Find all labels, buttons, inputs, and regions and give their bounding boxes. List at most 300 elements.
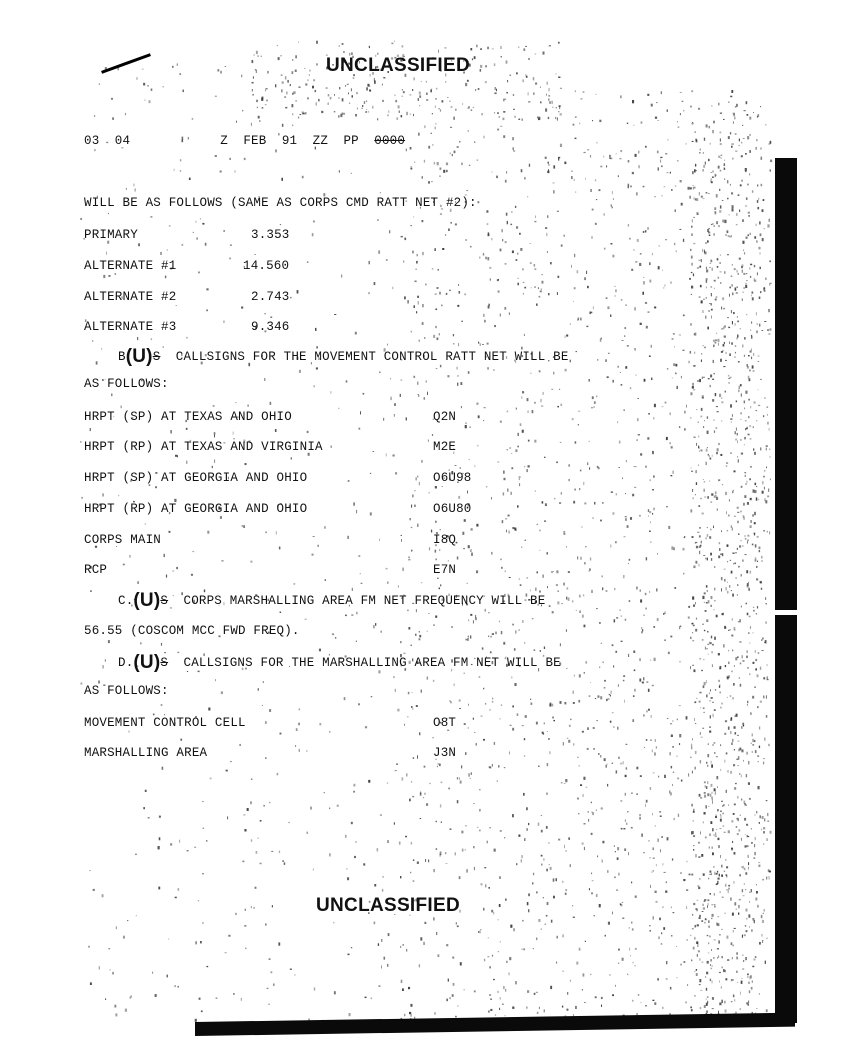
- scan-speck: [704, 812, 706, 814]
- scan-speck: [413, 859, 414, 861]
- scan-speck: [468, 636, 469, 638]
- scan-speck: [741, 838, 742, 841]
- scan-speck: [557, 406, 559, 408]
- scan-speck: [467, 80, 469, 82]
- scan-speck: [93, 889, 95, 891]
- scan-speck: [459, 708, 461, 709]
- scan-speck: [664, 186, 666, 187]
- scan-speck: [745, 834, 746, 835]
- scan-speck: [747, 613, 749, 616]
- scan-speck: [522, 725, 524, 726]
- scan-speck: [710, 893, 712, 895]
- scan-speck: [161, 643, 162, 646]
- scan-speck: [506, 60, 508, 63]
- scan-speck: [602, 860, 603, 863]
- scan-speck: [465, 425, 467, 428]
- scan-speck: [459, 141, 460, 143]
- scan-speck: [158, 887, 160, 890]
- scan-speck: [602, 502, 603, 504]
- scan-speck: [615, 541, 617, 543]
- scan-speck: [649, 262, 650, 265]
- scan-speck: [565, 336, 566, 339]
- scan-speck: [424, 337, 425, 339]
- scan-speck: [702, 639, 704, 640]
- scan-speck: [652, 253, 653, 255]
- scan-speck: [638, 434, 640, 436]
- scan-speck: [186, 428, 188, 430]
- scan-speck: [663, 863, 664, 865]
- scan-speck: [589, 888, 590, 890]
- scan-speck: [652, 489, 654, 490]
- scan-speck: [629, 238, 631, 240]
- scan-speck: [629, 928, 630, 929]
- scan-speck: [369, 261, 370, 264]
- scan-speck: [728, 885, 730, 887]
- scan-speck: [406, 773, 407, 776]
- scan-speck: [309, 74, 310, 75]
- para-b-struck: S: [152, 350, 161, 364]
- scan-speck: [390, 378, 391, 379]
- scan-speck: [534, 440, 536, 443]
- scan-speck: [412, 89, 413, 91]
- scan-speck: [416, 705, 418, 707]
- scan-speck: [552, 704, 553, 707]
- scan-speck: [600, 166, 602, 168]
- scan-speck: [710, 375, 712, 378]
- scan-speck: [623, 675, 625, 676]
- scan-speck: [722, 297, 724, 300]
- scan-speck: [195, 221, 196, 223]
- scan-speck: [732, 594, 734, 597]
- scan-speck: [489, 766, 491, 768]
- scan-speck: [654, 307, 656, 309]
- scan-speck: [656, 588, 657, 591]
- scan-speck: [744, 517, 745, 520]
- scan-speck: [744, 437, 746, 440]
- scan-speck: [692, 738, 693, 740]
- scan-speck: [749, 134, 750, 136]
- scan-speck: [499, 621, 500, 623]
- scan-speck: [731, 342, 733, 345]
- scan-speck: [547, 251, 548, 253]
- scan-speck: [764, 738, 765, 741]
- scan-speck: [733, 122, 734, 124]
- scan-speck: [649, 840, 650, 841]
- scan-speck: [580, 318, 582, 321]
- scan-speck: [737, 796, 738, 799]
- scan-speck: [559, 106, 560, 109]
- scan-speck: [708, 743, 709, 744]
- scan-speck: [158, 846, 160, 849]
- scan-speck: [721, 398, 722, 399]
- scan-speck: [112, 972, 113, 975]
- scan-speck: [600, 755, 601, 758]
- scan-speck: [525, 46, 527, 47]
- scan-speck: [365, 111, 367, 113]
- scan-speck: [712, 847, 713, 849]
- scan-speck: [528, 823, 529, 825]
- scan-speck: [549, 101, 550, 104]
- scan-speck: [696, 698, 697, 699]
- scan-speck: [746, 273, 747, 274]
- scan-speck: [604, 213, 605, 215]
- scan-speck: [508, 515, 510, 517]
- scan-speck: [724, 178, 725, 180]
- scan-speck: [743, 138, 745, 139]
- scan-speck: [577, 270, 579, 273]
- scan-speck: [435, 309, 437, 311]
- scan-speck: [612, 994, 614, 996]
- scan-speck: [639, 814, 640, 816]
- scan-speck: [667, 718, 669, 719]
- scan-speck: [580, 784, 582, 786]
- scan-speck: [695, 543, 696, 544]
- scan-speck: [513, 928, 515, 931]
- scan-speck: [440, 168, 442, 170]
- scan-speck: [179, 73, 181, 75]
- scan-speck: [706, 602, 708, 603]
- scan-speck: [718, 838, 720, 840]
- scan-speck: [716, 194, 718, 197]
- scan-speck: [553, 571, 554, 572]
- scan-speck: [748, 434, 750, 436]
- scan-speck: [439, 764, 441, 767]
- scan-speck: [420, 937, 422, 940]
- scan-speck: [744, 401, 746, 404]
- scan-speck: [674, 346, 675, 347]
- scan-speck: [544, 723, 545, 725]
- scan-speck: [99, 84, 100, 85]
- scan-speck: [708, 644, 709, 645]
- scan-speck: [731, 276, 733, 277]
- scan-speck: [729, 341, 730, 344]
- scan-speck: [334, 991, 336, 994]
- scan-speck: [180, 159, 181, 161]
- scan-speck: [481, 883, 483, 885]
- scan-speck: [636, 767, 638, 770]
- scan-speck: [738, 361, 740, 363]
- scan-speck: [318, 545, 319, 547]
- scan-speck: [738, 566, 739, 568]
- scan-speck: [724, 1001, 725, 1004]
- scan-speck: [756, 1008, 757, 1009]
- scan-speck: [623, 680, 625, 682]
- scan-speck: [766, 448, 767, 451]
- scan-speck: [549, 751, 550, 754]
- freq-label: ALTERNATE #3: [84, 320, 177, 334]
- scan-speck: [731, 146, 733, 148]
- scan-speck: [707, 496, 708, 499]
- scan-speck: [682, 101, 684, 102]
- scan-speck: [366, 87, 368, 90]
- scan-speck: [499, 1008, 500, 1010]
- scan-speck: [506, 171, 507, 174]
- scan-speck: [95, 149, 96, 151]
- scan-speck: [573, 301, 574, 302]
- scan-speck: [725, 1009, 727, 1012]
- scan-speck: [550, 867, 552, 870]
- scan-speck: [605, 359, 607, 362]
- scan-speck: [733, 312, 735, 314]
- scan-speck: [661, 166, 663, 168]
- scan-speck: [532, 410, 534, 413]
- scan-speck: [691, 263, 693, 266]
- scan-speck: [425, 859, 426, 862]
- scan-speck: [579, 488, 580, 490]
- scan-speck: [314, 385, 315, 387]
- scan-speck: [525, 540, 526, 541]
- scan-speck: [402, 988, 404, 991]
- scan-speck: [530, 699, 531, 700]
- scan-speck: [747, 585, 749, 587]
- scan-speck: [578, 424, 579, 425]
- scan-speck: [707, 447, 708, 448]
- scan-speck: [92, 340, 93, 342]
- scan-speck: [693, 903, 695, 905]
- scan-speck: [636, 192, 637, 195]
- scan-speck: [573, 702, 575, 704]
- scan-speck: [761, 915, 763, 918]
- scan-speck: [453, 983, 455, 986]
- scan-speck: [418, 394, 419, 395]
- scan-speck: [284, 862, 286, 865]
- scan-speck: [503, 118, 505, 121]
- scan-speck: [745, 872, 747, 875]
- scan-speck: [614, 877, 615, 879]
- scan-speck: [256, 51, 258, 54]
- scan-speck: [733, 563, 734, 564]
- scan-speck: [720, 143, 722, 145]
- scan-speck: [706, 695, 708, 698]
- scan-speck: [735, 578, 737, 579]
- scan-speck: [450, 127, 452, 128]
- scan-speck: [206, 310, 207, 312]
- scan-speck: [693, 217, 695, 218]
- scan-speck: [711, 178, 712, 180]
- scan-speck: [756, 486, 757, 487]
- scan-speck: [567, 738, 569, 739]
- scan-speck: [465, 422, 467, 424]
- scan-speck: [747, 650, 748, 653]
- scan-speck: [569, 725, 571, 727]
- scan-speck: [754, 490, 756, 493]
- scan-speck: [496, 176, 498, 179]
- scan-speck: [650, 522, 651, 523]
- scan-speck: [534, 402, 536, 404]
- scan-speck: [707, 935, 709, 936]
- scan-speck: [111, 98, 113, 100]
- scan-speck: [718, 343, 719, 346]
- scan-speck: [486, 210, 488, 212]
- scan-speck: [440, 804, 441, 807]
- scan-speck: [534, 221, 536, 222]
- scan-speck: [419, 638, 421, 640]
- scan-speck: [692, 632, 693, 633]
- scan-speck: [527, 902, 529, 905]
- scan-speck: [368, 111, 369, 112]
- scan-speck: [752, 696, 754, 699]
- scan-speck: [709, 455, 710, 456]
- scan-speck: [695, 131, 696, 133]
- scan-speck: [732, 321, 733, 324]
- scan-speck: [423, 797, 424, 798]
- dtg-line: [84, 134, 405, 148]
- scan-speck: [199, 998, 201, 1000]
- scan-speck: [497, 781, 498, 782]
- scan-speck: [518, 47, 519, 49]
- scan-speck: [718, 103, 719, 106]
- scan-speck: [752, 980, 753, 983]
- scan-speck: [736, 971, 737, 973]
- scan-speck: [418, 301, 419, 304]
- scan-speck: [658, 167, 659, 170]
- scan-speck: [748, 416, 750, 418]
- scan-speck: [721, 155, 723, 156]
- scan-speck: [666, 437, 668, 440]
- scan-speck: [220, 171, 222, 173]
- scan-speck: [728, 102, 730, 103]
- scan-speck: [621, 384, 623, 386]
- scan-speck: [367, 84, 369, 87]
- scan-speck: [660, 157, 662, 158]
- scan-speck: [730, 695, 732, 697]
- scan-speck: [665, 239, 667, 240]
- scan-speck: [501, 56, 502, 57]
- scan-speck: [503, 99, 505, 102]
- scan-speck: [148, 817, 150, 818]
- scan-speck: [730, 453, 731, 454]
- scan-speck: [192, 118, 194, 120]
- scan-speck: [527, 398, 529, 401]
- scan-speck: [258, 688, 259, 691]
- scan-speck: [625, 518, 627, 521]
- scan-speck: [461, 406, 462, 408]
- scan-speck: [599, 666, 600, 668]
- scan-speck: [80, 218, 82, 220]
- scan-speck: [507, 449, 509, 450]
- scan-speck: [689, 874, 691, 876]
- scan-speck: [740, 663, 741, 665]
- scan-speck: [695, 909, 697, 910]
- scan-speck: [709, 936, 710, 938]
- scan-speck: [379, 985, 381, 986]
- scan-speck: [697, 532, 699, 533]
- scan-speck: [528, 465, 530, 467]
- scan-speck: [382, 84, 383, 86]
- scan-speck: [485, 65, 486, 67]
- scan-speck: [502, 520, 504, 523]
- scan-speck: [732, 205, 734, 208]
- scan-speck: [262, 705, 263, 706]
- scan-speck: [253, 76, 254, 78]
- scan-speck: [282, 860, 284, 862]
- scan-speck: [704, 592, 706, 594]
- scan-speck: [693, 625, 695, 627]
- scan-speck: [608, 353, 610, 354]
- scan-speck: [330, 391, 331, 394]
- scan-speck: [758, 356, 760, 357]
- scan-speck: [742, 978, 743, 979]
- scan-speck: [566, 335, 568, 337]
- scan-speck: [751, 295, 752, 297]
- scan-speck: [639, 263, 641, 266]
- scan-speck: [745, 168, 747, 171]
- scan-speck: [522, 79, 524, 82]
- scan-speck: [720, 170, 722, 172]
- scan-speck: [421, 582, 423, 583]
- scan-speck: [595, 179, 596, 181]
- scan-speck: [217, 69, 219, 71]
- scan-speck: [695, 561, 697, 564]
- scan-speck: [732, 618, 733, 620]
- scan-speck: [293, 91, 295, 94]
- scan-speck: [560, 643, 561, 646]
- scan-speck: [665, 153, 667, 154]
- scan-speck: [755, 483, 757, 486]
- scan-speck: [688, 361, 690, 364]
- scan-speck: [560, 442, 562, 443]
- scan-speck: [123, 936, 125, 939]
- scan-speck: [549, 864, 550, 865]
- scan-speck: [736, 958, 738, 959]
- scan-speck: [715, 491, 717, 494]
- scan-speck: [680, 873, 682, 874]
- scan-speck: [512, 814, 514, 817]
- scan-speck: [313, 79, 315, 81]
- scan-speck: [298, 723, 300, 726]
- scan-speck: [691, 256, 693, 259]
- scan-speck: [294, 974, 295, 975]
- scan-speck: [747, 541, 748, 544]
- scan-speck: [255, 69, 257, 70]
- scan-speck: [663, 906, 664, 908]
- scan-speck: [540, 399, 541, 402]
- scan-speck: [177, 63, 178, 65]
- scan-speck: [503, 111, 505, 113]
- scan-speck: [581, 527, 583, 528]
- scan-speck: [758, 652, 760, 654]
- scan-speck: [483, 253, 484, 256]
- scan-speck: [496, 89, 497, 92]
- scan-speck: [514, 648, 516, 651]
- scan-speck: [753, 959, 755, 961]
- scan-speck: [451, 626, 453, 628]
- scan-speck: [724, 271, 725, 274]
- scan-speck: [348, 480, 350, 482]
- scan-speck: [455, 465, 457, 466]
- scan-speck: [768, 744, 769, 746]
- scan-speck: [487, 343, 489, 345]
- scan-speck: [731, 422, 732, 423]
- scan-speck: [601, 997, 603, 999]
- scan-speck: [382, 889, 383, 892]
- scan-speck: [714, 588, 715, 591]
- scan-speck: [644, 747, 645, 748]
- scan-speck: [151, 339, 152, 340]
- scan-speck: [696, 546, 698, 549]
- scan-speck: [694, 669, 696, 672]
- scan-speck: [554, 498, 555, 500]
- scan-speck: [560, 701, 562, 704]
- scan-speck: [223, 230, 225, 232]
- scan-speck: [690, 757, 692, 759]
- callsign-code: O8T: [433, 716, 457, 730]
- callsign-station: HRPT (SP) AT GEORGIA AND OHIO: [84, 471, 308, 485]
- scan-speck: [641, 631, 643, 633]
- scan-speck: [550, 986, 552, 989]
- scan-speck: [468, 638, 469, 641]
- scan-speck: [589, 571, 590, 572]
